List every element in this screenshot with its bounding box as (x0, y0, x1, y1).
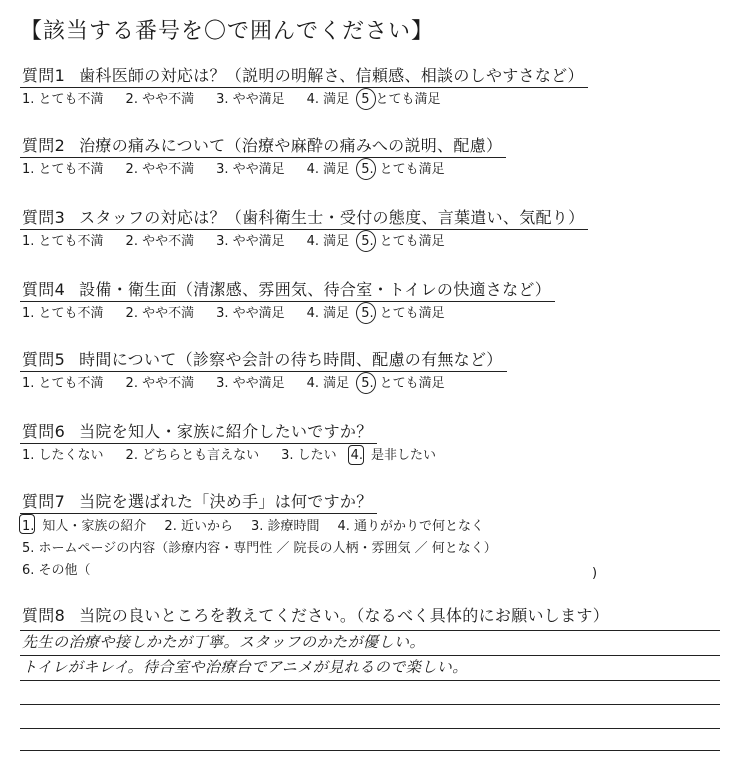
answer-rule (20, 680, 720, 681)
question-number: 質問1 (22, 66, 66, 85)
option-3[interactable]: 3. したい (281, 448, 337, 463)
option-5-circled[interactable]: 5. (361, 376, 374, 391)
question-title (20, 280, 555, 302)
option-4[interactable]: 4. 満足 (306, 162, 350, 177)
handwritten-answer-line-2[interactable]: トイレがキレイ。待合室や治療台でアニメが見れるので楽しい。 (22, 658, 468, 676)
question-text: 歯科医師の対応は？（説明の明解さ、信頼感、相談のしやすさなど） (79, 66, 584, 85)
option-4[interactable]: 4. 通りがかりで何となく (337, 519, 485, 534)
answer-rule (20, 750, 720, 751)
options-row-3 (20, 560, 502, 582)
option-4[interactable]: 4. 満足 (306, 92, 350, 107)
question-number: 質問8 (22, 606, 66, 625)
question-6 (20, 422, 458, 465)
question-title (20, 136, 506, 158)
answer-options (20, 91, 588, 109)
option-3[interactable]: 3. やや満足 (216, 376, 285, 391)
option-5-label: とても満足 (379, 376, 445, 391)
option-1-label: 知人・家族の紹介 (42, 519, 147, 534)
option-2[interactable]: 2. やや不満 (125, 234, 195, 249)
option-4[interactable]: 4. 満足 (306, 234, 350, 249)
question-number: 質問3 (22, 208, 66, 227)
question-text: 時間について（診察や会計の待ち時間、配慮の有無など） (79, 350, 503, 369)
option-1-circled[interactable]: 1. (22, 516, 34, 538)
option-5-label: とても満足 (379, 306, 445, 321)
answer-rule (20, 728, 720, 729)
option-5-circled[interactable]: 5. (361, 306, 374, 321)
option-2[interactable]: 2. やや不満 (125, 162, 195, 177)
option-1[interactable]: 1. とても不満 (22, 234, 104, 249)
question-7 (20, 492, 502, 582)
option-3[interactable]: 3. やや満足 (216, 234, 285, 249)
option-6[interactable]: 6. その他（ (22, 563, 91, 578)
option-4[interactable]: 4. 満足 (306, 376, 350, 391)
option-2[interactable]: 2. やや不満 (125, 92, 195, 107)
options-row-1 (20, 516, 502, 538)
option-4-label: 是非したい (371, 448, 437, 463)
question-8 (20, 606, 613, 627)
question-number: 質問2 (22, 136, 66, 155)
answer-rule (20, 704, 720, 705)
option-5[interactable]: 5. ホームページの内容（診療内容・専門性 ／ 院長の人柄・雰囲気 ／ 何となく） (22, 541, 497, 556)
answer-options (20, 375, 507, 393)
option-4-circled[interactable]: 4. (350, 448, 364, 463)
option-5-label: とても満足 (379, 234, 445, 249)
question-text: スタッフの対応は？（歯科衛生士・受付の態度、言葉遣い、気配り） (79, 208, 585, 227)
option-5-label: とても満足 (375, 92, 441, 107)
option-3[interactable]: 3. 診療時間 (250, 519, 320, 534)
option-3[interactable]: 3. やや満足 (216, 306, 285, 321)
question-number: 質問4 (22, 280, 66, 299)
option-2[interactable]: 2. どちらとも言えない (125, 448, 260, 463)
answer-options (20, 305, 555, 323)
question-title (20, 66, 588, 88)
option-3[interactable]: 3. やや満足 (216, 92, 285, 107)
question-number: 質問5 (22, 350, 66, 369)
question-title (20, 606, 613, 627)
question-1 (20, 66, 588, 109)
option-1[interactable]: 1. とても不満 (22, 92, 104, 107)
question-text: 設備・衛生面（清潔感、雰囲気、待合室・トイレの快適さなど） (79, 280, 551, 299)
question-text: 治療の痛みについて（治療や麻酔の痛みへの説明、配慮） (79, 136, 503, 155)
option-5-circled[interactable]: 5 (361, 92, 370, 107)
question-title (20, 350, 507, 372)
question-text: 当院を知人・家族に紹介したいですか？ (79, 422, 373, 441)
answer-options (20, 161, 506, 179)
option-4[interactable]: 4. 満足 (306, 306, 350, 321)
option-5-label: とても満足 (379, 162, 445, 177)
answer-options (20, 447, 458, 465)
options-row-2 (20, 538, 502, 560)
question-number: 質問7 (22, 492, 66, 511)
question-text: 当院を選ばれた「決め手」は何ですか？ (79, 492, 373, 511)
option-1[interactable]: 1. とても不満 (22, 162, 104, 177)
instruction-header: 【該当する番号を〇で囲んでください】 (20, 19, 435, 44)
option-2[interactable]: 2. やや不満 (125, 376, 195, 391)
option-5-circled[interactable]: 5. (361, 234, 374, 249)
option-1[interactable]: 1. したくない (22, 448, 104, 463)
question-text: 当院の良いところを教えてください。（なるべく具体的にお願いします） (79, 606, 609, 625)
question-2 (20, 136, 506, 179)
option-3[interactable]: 3. やや満足 (216, 162, 285, 177)
option-2[interactable]: 2. 近いから (164, 519, 233, 534)
other-close-paren: ) (592, 566, 598, 581)
handwritten-answer-line-1[interactable]: 先生の治療や接しかたが丁寧。スタッフのかたが優しい。 (22, 633, 426, 651)
answer-options (20, 233, 588, 251)
question-3 (20, 208, 588, 251)
option-5-circled[interactable]: 5. (361, 162, 374, 177)
question-title (20, 422, 377, 444)
option-1[interactable]: 1. とても不満 (22, 376, 104, 391)
question-number: 質問6 (22, 422, 66, 441)
option-1[interactable]: 1. とても不満 (22, 306, 104, 321)
question-5 (20, 350, 507, 393)
question-title (20, 208, 588, 230)
question-4 (20, 280, 555, 323)
question-title (20, 492, 377, 514)
option-2[interactable]: 2. やや不満 (125, 306, 195, 321)
